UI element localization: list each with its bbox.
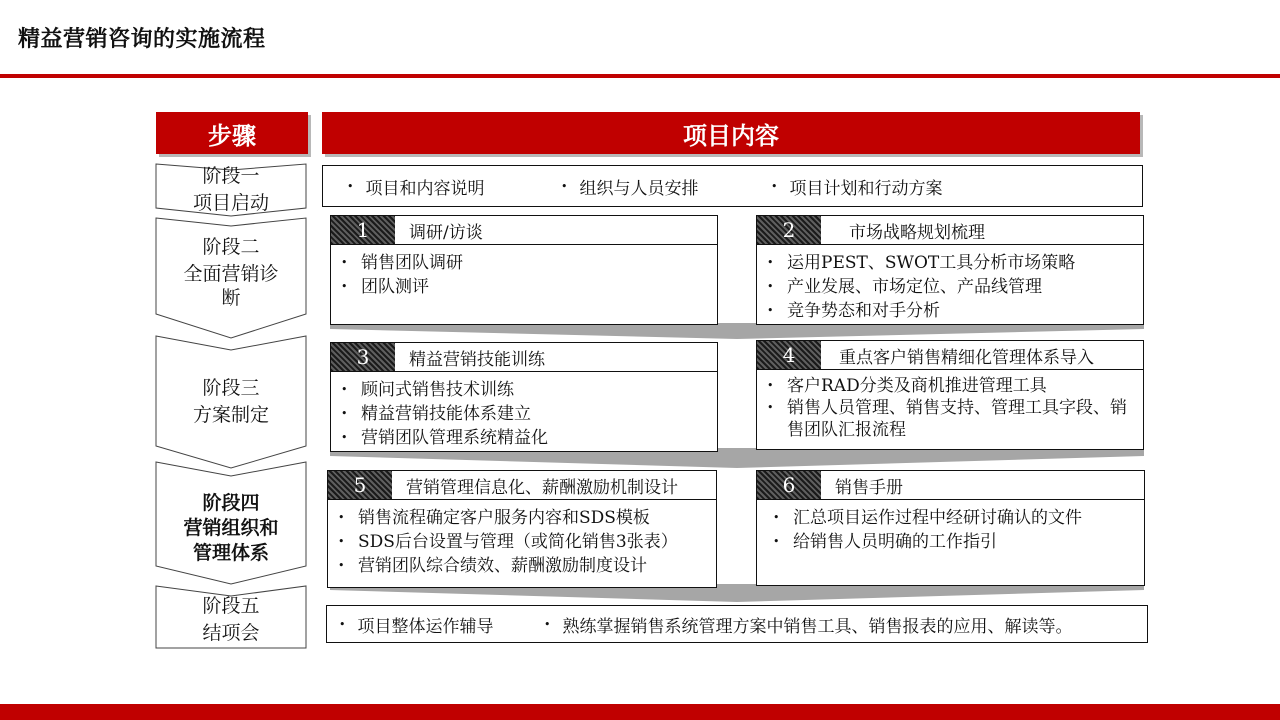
stage-1-line1: 阶段一 bbox=[202, 165, 260, 187]
bullet-icon: • bbox=[561, 179, 568, 193]
card-3 bbox=[330, 342, 718, 452]
bullet-icon: • bbox=[339, 617, 346, 631]
card-title: 市场战略规划梳理 bbox=[849, 222, 985, 243]
card-number: 5 bbox=[328, 471, 392, 499]
stage-1-item-text: 组织与人员安排 bbox=[579, 178, 699, 199]
list-item-text: 营销团队综合绩效、薪酬激励制度设计 bbox=[358, 556, 647, 576]
list-item-text: 销售人员管理、销售支持、管理工具字段、销售团队汇报流程 bbox=[787, 398, 1127, 440]
stage-5-item bbox=[339, 612, 544, 637]
bullet-icon: • bbox=[767, 280, 774, 293]
bullet-icon: • bbox=[767, 401, 774, 414]
bullet-icon: • bbox=[347, 179, 354, 193]
stage-5-line1: 阶段五 bbox=[202, 595, 260, 617]
stage-4-line2: 营销组织和 bbox=[183, 516, 279, 539]
stage-5-label bbox=[202, 593, 259, 647]
stage-1-item-text: 项目和内容说明 bbox=[365, 178, 485, 199]
list-item-text: 团队测评 bbox=[361, 277, 429, 297]
stage-1-chevron bbox=[156, 164, 306, 216]
card-2 bbox=[756, 215, 1144, 325]
footer-band bbox=[0, 704, 1280, 720]
list-item-text: 精益营销技能体系建立 bbox=[361, 404, 531, 424]
stage-1-item bbox=[771, 174, 943, 199]
slide-title: 精益营销咨询的实施流程 bbox=[18, 27, 266, 52]
card-title: 销售手册 bbox=[835, 477, 903, 498]
list-item bbox=[341, 275, 717, 299]
card-number: 6 bbox=[757, 471, 821, 499]
card-title: 重点客户销售精细化管理体系导入 bbox=[839, 347, 1094, 368]
stage-1-item bbox=[347, 174, 561, 199]
card-4 bbox=[756, 340, 1144, 450]
list-item bbox=[767, 275, 1143, 299]
list-item bbox=[767, 397, 1143, 441]
list-item-text: 汇总项目运作过程中经研讨确认的文件 bbox=[793, 508, 1082, 528]
stage-3-line2: 方案制定 bbox=[192, 404, 269, 426]
list-item bbox=[767, 251, 1143, 275]
list-item bbox=[341, 378, 717, 402]
bullet-icon: • bbox=[771, 179, 778, 193]
content-header-label: 项目内容 bbox=[683, 121, 779, 150]
stage-3-line1: 阶段三 bbox=[202, 377, 260, 399]
stage-1-label bbox=[193, 163, 269, 217]
bullet-icon: • bbox=[773, 511, 780, 524]
stage-2-label bbox=[183, 234, 278, 308]
list-item bbox=[767, 299, 1143, 323]
bullet-icon: • bbox=[341, 407, 348, 420]
card-number: 1 bbox=[331, 216, 395, 244]
card-1 bbox=[330, 215, 718, 325]
connector-band bbox=[330, 323, 1144, 339]
list-item-text: 产业发展、市场定位、产品线管理 bbox=[787, 277, 1042, 297]
list-item bbox=[338, 530, 716, 554]
stage-2-line3: 断 bbox=[221, 287, 241, 309]
list-item bbox=[341, 402, 717, 426]
bullet-icon: • bbox=[341, 256, 348, 269]
bullet-icon: • bbox=[767, 256, 774, 269]
stage-4-label bbox=[183, 491, 278, 566]
stage-1-item bbox=[561, 174, 771, 199]
stage-5-content bbox=[326, 605, 1148, 643]
stage-4-line1: 阶段四 bbox=[202, 491, 260, 514]
bullet-icon: • bbox=[767, 304, 774, 317]
stage-2-line2: 全面营销诊 bbox=[183, 263, 279, 285]
bullet-icon: • bbox=[341, 383, 348, 396]
list-item bbox=[341, 251, 717, 275]
steps-header-label: 步骤 bbox=[208, 121, 256, 150]
stage-5-chevron bbox=[156, 586, 306, 654]
list-item-text: 销售流程确定客户服务内容和SDS模板 bbox=[358, 508, 650, 528]
bullet-icon: • bbox=[773, 535, 780, 548]
list-item-text: 营销团队管理系统精益化 bbox=[361, 428, 548, 448]
bullet-icon: • bbox=[338, 559, 345, 572]
card-5 bbox=[327, 470, 717, 588]
list-item bbox=[773, 530, 1144, 554]
stage-3-label bbox=[193, 375, 269, 429]
bullet-icon: • bbox=[338, 535, 345, 548]
bullet-icon: • bbox=[341, 280, 348, 293]
steps-header bbox=[156, 112, 308, 154]
stage-5-line2: 结项会 bbox=[202, 622, 260, 644]
list-item-text: 顾问式销售技术训练 bbox=[361, 380, 514, 400]
card-title: 营销管理信息化、薪酬激励机制设计 bbox=[406, 477, 678, 498]
bullet-icon: • bbox=[544, 617, 551, 631]
stage-1-line2: 项目启动 bbox=[192, 192, 269, 214]
list-item bbox=[767, 375, 1143, 397]
card-number: 2 bbox=[757, 216, 821, 244]
stage-5-item-text: 熟练掌握销售系统管理方案中销售工具、销售报表的应用、解读等。 bbox=[562, 616, 1073, 637]
stage-4-line3: 管理体系 bbox=[192, 541, 269, 564]
card-number: 3 bbox=[331, 343, 395, 371]
list-item bbox=[338, 506, 716, 530]
list-item bbox=[338, 554, 716, 578]
card-title: 调研/访谈 bbox=[409, 222, 483, 243]
list-item-text: 客户RAD分类及商机推进管理工具 bbox=[787, 376, 1047, 396]
stage-1-content bbox=[322, 165, 1143, 207]
card-title: 精益营销技能训练 bbox=[409, 349, 545, 370]
list-item bbox=[773, 506, 1144, 530]
list-item-text: 销售团队调研 bbox=[361, 253, 463, 273]
content-header bbox=[322, 112, 1140, 154]
stage-2-line1: 阶段二 bbox=[202, 236, 260, 258]
card-number: 4 bbox=[757, 341, 821, 369]
title-rule bbox=[0, 74, 1280, 78]
stage-5-item-text: 项目整体运作辅导 bbox=[357, 616, 494, 637]
stage-1-item-text: 项目计划和行动方案 bbox=[789, 178, 943, 199]
list-item bbox=[341, 426, 717, 450]
stage-4-chevron bbox=[156, 462, 306, 584]
list-item-text: SDS后台设置与管理（或简化销售3张表） bbox=[358, 532, 678, 552]
bullet-icon: • bbox=[767, 379, 774, 392]
card-6 bbox=[756, 470, 1145, 586]
stage-5-item bbox=[544, 612, 1073, 637]
bullet-icon: • bbox=[341, 431, 348, 444]
list-item-text: 运用PEST、SWOT工具分析市场策略 bbox=[787, 253, 1076, 273]
list-item-text: 给销售人员明确的工作指引 bbox=[793, 532, 997, 552]
list-item-text: 竞争势态和对手分析 bbox=[787, 301, 940, 321]
bullet-icon: • bbox=[338, 511, 345, 524]
stage-3-chevron bbox=[156, 336, 306, 468]
stage-2-chevron bbox=[156, 218, 306, 338]
